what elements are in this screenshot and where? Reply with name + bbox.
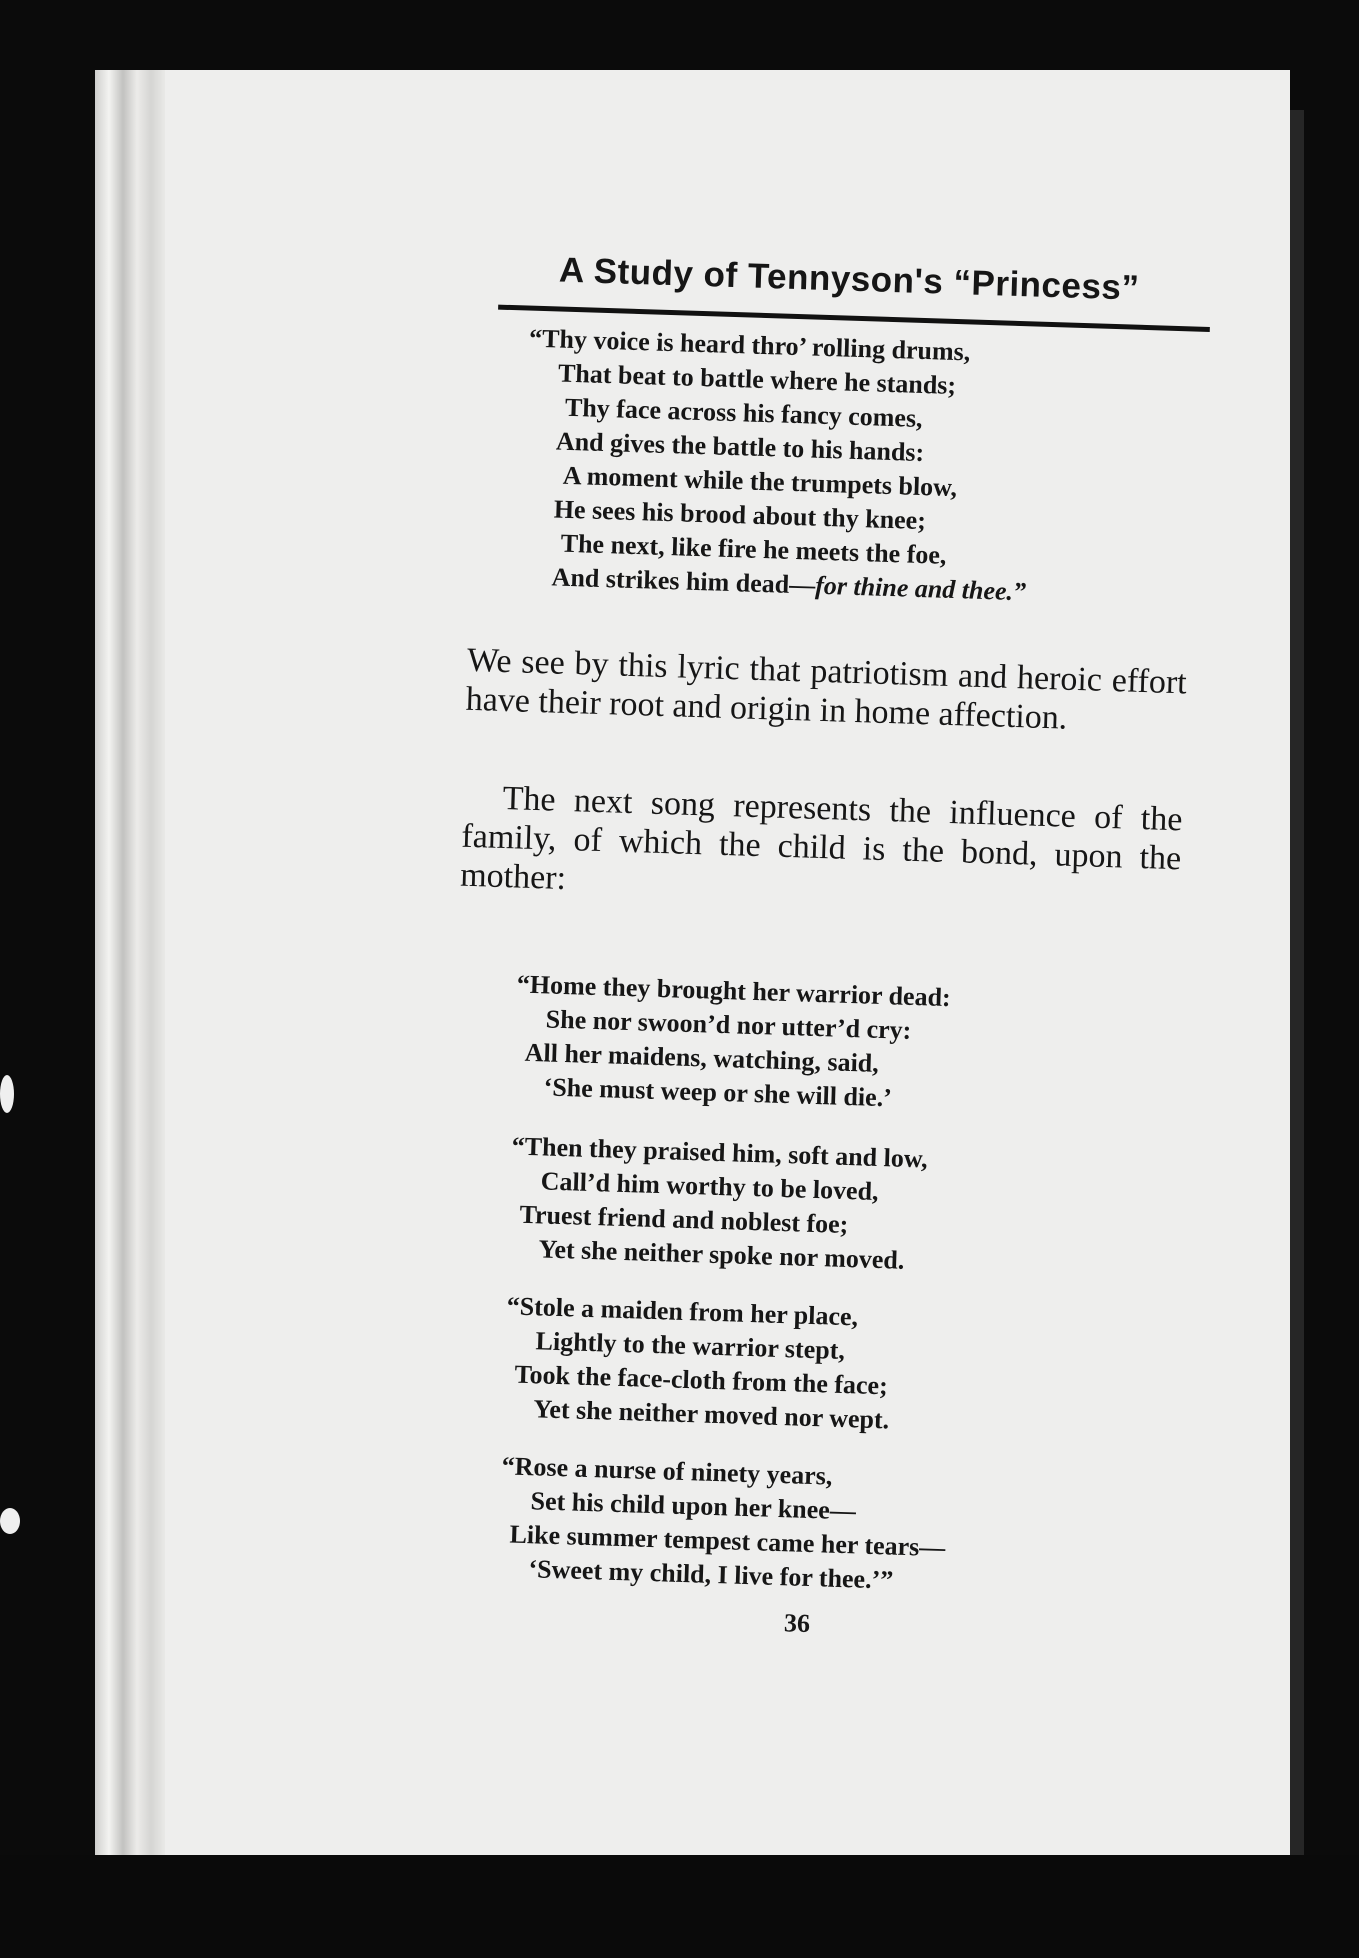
poem-line: Yet she neither spoke nor moved. bbox=[538, 1234, 905, 1275]
poem-line: Yet she neither moved nor wept. bbox=[533, 1394, 890, 1435]
poem-line: Like summer tempest came her tears— bbox=[509, 1519, 946, 1563]
page-number: 36 bbox=[783, 1608, 811, 1639]
page-right-edge bbox=[1290, 110, 1304, 1855]
scan-speck bbox=[0, 1508, 20, 1534]
poem-line: Set his child upon her knee— bbox=[530, 1486, 857, 1526]
song-stanza bbox=[508, 1129, 928, 1278]
poem-stanza bbox=[521, 322, 1034, 610]
poem-line: The next, like fire he meets the foe, bbox=[560, 528, 947, 570]
poem-line: He sees his brood about thy knee; bbox=[553, 494, 927, 536]
poem-line-italic: for thine and thee.” bbox=[814, 570, 1027, 607]
poem-line: “Rose a nurse of ninety years, bbox=[501, 1451, 833, 1491]
poem-line: She nor swoon’d nor utter’d cry: bbox=[545, 1004, 912, 1045]
poem-line: A moment while the trumpets blow, bbox=[562, 460, 958, 503]
poem-line: And gives the battle to his hands: bbox=[555, 426, 925, 468]
scan-speck bbox=[0, 1075, 14, 1113]
poem-line: Thy face across his fancy comes, bbox=[564, 392, 924, 433]
scan-background-bottom bbox=[0, 1855, 1359, 1958]
poem-line: “Then they praised him, soft and low, bbox=[511, 1131, 929, 1174]
song-stanza bbox=[503, 1289, 893, 1437]
poem-line: “Stole a maiden from her place, bbox=[506, 1291, 859, 1332]
poem-line: ‘Sweet my child, I live for thee.’” bbox=[528, 1554, 894, 1595]
poem-line: All her maidens, watching, said, bbox=[524, 1037, 880, 1078]
body-paragraph: We see by this lyric that patriotism and heroic effort have their root and origin in home affection. bbox=[465, 641, 1188, 737]
poem-line: ‘She must weep or she will die.’ bbox=[543, 1072, 893, 1113]
poem-line: “Home they brought her warrior dead: bbox=[516, 969, 952, 1013]
page-content bbox=[435, 248, 1199, 1690]
poem-line: “Thy voice is heard thro’ rolling drums, bbox=[528, 323, 971, 367]
poem-line: That beat to battle where he stands; bbox=[557, 358, 957, 401]
running-header: A Study of Tennyson's “Princess” bbox=[558, 250, 1140, 308]
song-stanza bbox=[498, 1449, 948, 1599]
poem-line: Lightly to the warrior stept, bbox=[535, 1326, 846, 1365]
body-paragraph: The next song represents the influence of the family, of which the child is the bond, upon the mother: bbox=[459, 779, 1183, 898]
poem-line: Took the face-cloth from the face; bbox=[514, 1359, 889, 1401]
poem-line: Call’d him worthy to be loved, bbox=[540, 1166, 880, 1206]
book-gutter bbox=[95, 70, 165, 1855]
poem-line: Truest friend and noblest foe; bbox=[519, 1199, 849, 1240]
song-stanza bbox=[513, 968, 951, 1118]
poem-line-roman: And strikes him dead— bbox=[551, 562, 816, 600]
